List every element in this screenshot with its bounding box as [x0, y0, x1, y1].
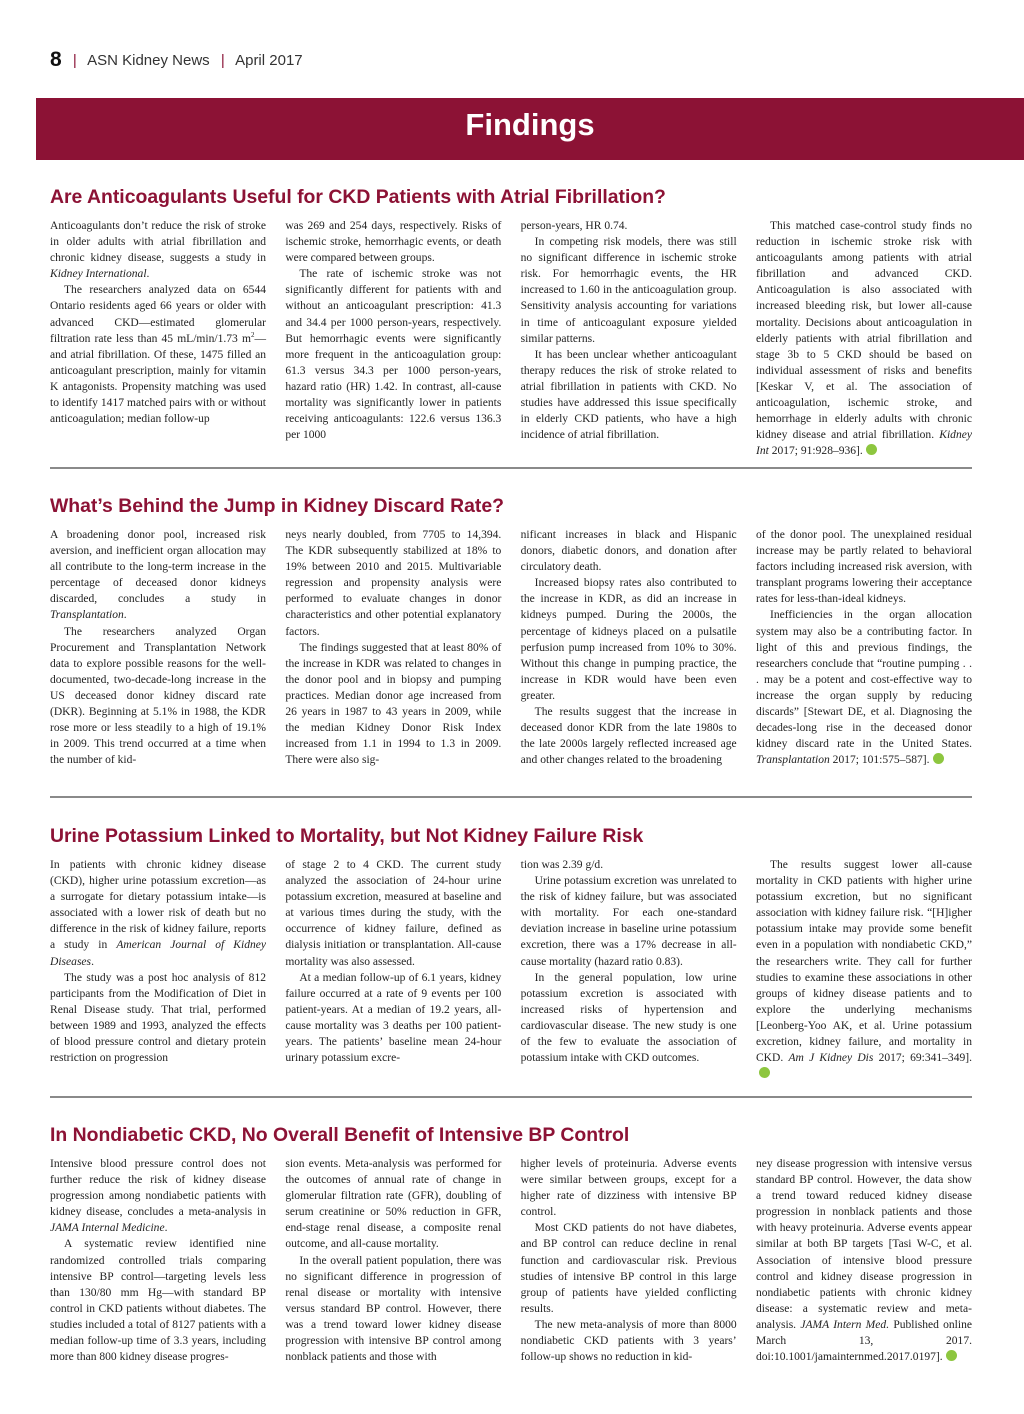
article-column	[521, 857, 737, 1082]
article-paragraph: neys nearly doubled, from 7705 to 14,394. The KDR subsequently stabilized at 18% to 19% between 2010 and 2015. Multivariable regression and propensity analysis were performed to evaluate changes in donor characteristics and other potential explanatory factors.	[285, 529, 502, 638]
article-paragraph: was 269 and 254 days, respectively. Risks of ischemic stroke, hemorrhagic events, or death were compared between groups.	[285, 220, 502, 265]
article-paragraph: The results suggest lower all-cause mortality in CKD patients with higher urine potassium excretion, but no significant association with kidney failure risk. “[H]igher potassium intake may provide some benefit even in a population with nondiabetic CKD,” the researchers write. They call for further studies to examine these associations in other groups of kidney disease patients and to explore the underlying mechanisms [Leonberg-Yoo AK, et al. Urine potassium excretion, kidney failure, and mortality in CKD. Am J Kidney Dis 2017; 69:341–349].	[756, 857, 972, 1082]
article-column	[756, 1156, 972, 1365]
page-number: 8	[50, 48, 62, 71]
article-paragraph: Increased biopsy rates also contributed to the increase in KDR, as did an increase in kidneys pumped. During the 2000s, the percentage of kidneys placed on a pulsatile perfusion pump increased from 10% to 30%. Without this change in pumping practice, the increase in KDR would have been even greater.	[520, 577, 737, 702]
article-paragraph: The new meta-analysis of more than 8000 nondiabetic CKD patients with 3 years’ follow-up shows no reduction in kid-	[520, 1318, 737, 1364]
article-columns	[50, 527, 972, 768]
article-paragraph: The researchers analyzed Organ Procurement and Transplantation Network data to explore possible reasons for the well-documented, two-decade-long increase in the US deceased donor kidney discard rate (DKR). Beginning at 5.1% in 1988, the KDR rose more or less steadily to a high of 19.1% in 2009. This trend occurred at a time when the number of kid-	[50, 625, 266, 767]
article-paragraph: In competing risk models, there was still no significant difference in ischemic stroke risk. For hemorrhagic events, the HR increased to 1.60 in the anticoagulation group. Sensitivity analysis accounting for variations in time of anticoagulant exposure yielded similar patterns.	[520, 236, 737, 345]
section-title: Findings	[465, 107, 595, 142]
article-column	[521, 218, 737, 459]
article-paragraph: person-years, HR 0.74.	[520, 220, 628, 232]
article-paragraph: It has been unclear whether anticoagulant therapy reduces the risk of stroke related to atrial fibrillation in patients with CKD. No studies have addressed this issue specifically in elderly CKD patients, who have a high incidence of atrial fibrillation.	[520, 348, 737, 442]
article-paragraph: A systematic review identified nine randomized controlled trials comparing intensive BP control—targeting levels less than 130/80 mm Hg—with standard BP control in CKD patients without diabetes. The studies included a total of 8127 patients with a median follow-up time of 3.3 years, including more than 800 kidney disease progres-	[50, 1238, 266, 1364]
article-paragraph: The rate of ischemic stroke was not significantly different for patients with and without an anticoagulant prescription: 41.3 and 34.4 per 1000 person-years, respectively. But hemorrhagic events were significantly more frequent in the anticoagulation group: 61.3 versus 34.3 per 1000 person-years, hazard ratio (HR) 1.42. In contrast, all-cause mortality was significantly lower in patients receiving anticoagulants: 122.6 versus 136.3 per 1000	[285, 268, 502, 442]
article-paragraph: nificant increases in black and Hispanic donors, diabetic donors, and donation after circulatory death.	[520, 529, 737, 574]
article-column	[521, 1156, 737, 1365]
article-columns	[50, 857, 972, 1082]
article-column	[50, 527, 266, 768]
green-circle-icon	[759, 1067, 770, 1078]
article-paragraph: of the donor pool. The unexplained residual increase may be partly related to behavioral factors including increased risk aversion, with transplant programs lowering their acceptance rates for less-than-ideal kidneys.	[755, 529, 972, 606]
article-column	[50, 1156, 266, 1365]
publication-name: ASN Kidney News	[87, 52, 210, 69]
article-paragraph: This matched case-control study finds no reduction in ischemic stroke risk with anticoagulants among patients with atrial fibrillation and advanced CKD. Anticoagulation is also associated with increased bleeding risk, but lower all-cause mortality. Decisions about anticoagulation in elderly patients with atrial fibrillation and stage 3b to 5 CKD should be based on individual assessment of risks and benefits [Keskar V, et al. The association of anticoagulation, ischemic stroke, and hemorrhage in elderly adults with chronic kidney disease and atrial fibrillation. Kidney Int 2017; 91:928–936].	[755, 220, 972, 458]
article-column	[756, 527, 972, 768]
green-circle-icon	[933, 753, 944, 764]
article-paragraph: of stage 2 to 4 CKD. The current study analyzed the association of 24-hour urine potassium excretion, measured at baseline and at various times during the study, with the occurrence of kidney failure, defined as dialysis initiation or transplantation. All-cause mortality was also assessed.	[285, 859, 502, 968]
article-paragraph: The results suggest that the increase in deceased donor KDR from the late 1980s to the late 2000s largely reflected increased age and other changes related to the broadening	[520, 706, 737, 767]
article-paragraph: In the general population, low urine potassium excretion is associated with increased risks of hypertension and cardiovascular disease. The new study is one of the few to evaluate the association of potassium intake with CKD outcomes.	[520, 971, 737, 1065]
article-paragraph: At a median follow-up of 6.1 years, kidney failure occurred at a rate of 9 events per 100 patient-years. At a median of 19.2 years, all-cause mortality was 3 deaths per 100 patient-years. The patients’ baseline mean 24-hour urinary potassium excre-	[285, 971, 502, 1065]
article-column	[756, 857, 972, 1082]
article-headline: Are Anticoagulants Useful for CKD Patients with Atrial Fibrillation?	[50, 186, 666, 208]
article-paragraph: Intensive blood pressure control does not further reduce the risk of kidney disease progression among nondiabetic patients with kidney disease, concludes a meta-analysis in JAMA Internal Medicine.	[50, 1158, 266, 1235]
article-paragraph: In patients with chronic kidney disease (CKD), higher urine potassium excretion—as a surrogate for dietary potassium intake—is associated with a lower risk of death but no difference in the risk of kidney failure, reports a study in American Journal of Kidney Diseases.	[50, 859, 266, 968]
article-column	[521, 527, 737, 768]
page-header	[50, 48, 303, 72]
article-column	[50, 218, 266, 459]
header-separator: |	[220, 52, 225, 69]
article-paragraph: A broadening donor pool, increased risk aversion, and inefficient organ allocation may all contribute to the long-term increase in the percentage of deceased donor kidneys discarded, concludes a study in Transplantation.	[50, 529, 266, 622]
article-paragraph: tion was 2.39 g/d.	[520, 859, 604, 871]
article-paragraph: higher levels of proteinuria. Adverse events were similar between groups, except for a higher rate of dizziness with intensive BP control.	[520, 1158, 737, 1219]
section-divider	[50, 467, 972, 469]
article-paragraph: Most CKD patients do not have diabetes, and BP control can reduce decline in renal function and cardiovascular risk. Previous studies of intensive BP control in this large group of patients have yielded conflicting results.	[520, 1222, 737, 1315]
header-separator: |	[72, 52, 77, 69]
article-column	[756, 218, 972, 459]
issue-date: April 2017	[235, 52, 303, 69]
article-columns	[50, 1156, 972, 1365]
article-paragraph: Urine potassium excretion was unrelated to the risk of kidney failure, but was associated with mortality. For each one-standard deviation increase in baseline urine potassium excretion, there was a 17% decrease in all-cause mortality (hazard ratio 0.83).	[520, 875, 737, 968]
article-column	[285, 527, 501, 768]
article-paragraph: In the overall patient population, there was no significant difference in progression of renal disease or mortality with intensive versus standard BP control. However, there was a trend toward lower kidney disease progression with intensive BP control among nonblack patients and those with	[285, 1254, 502, 1364]
article-column	[285, 1156, 501, 1365]
article-paragraph: The findings suggested that at least 80% of the increase in KDR was related to changes in the donor pool and in biopsy and pumping practices. Median donor age increased from 26 years in 1987 to 43 years in 2009, while the median Kidney Donor Risk Index increased from 1.1 in 1994 to 1.3 in 2009. There were also sig-	[285, 641, 502, 767]
article-column	[285, 218, 501, 459]
article-paragraph: ney disease progression with intensive versus standard BP control. However, the data show a trend toward reduced kidney disease progression in nonblack patients and those with heavy proteinuria. Adverse events appear similar at both BP targets [Tasi W-C, et al. Association of intensive blood pressure control and kidney disease progression in nondiabetic patients with chronic kidney disease: a systematic review and meta-analysis. JAMA Intern Med. Published online March 13, 2017. doi:10.1001/jamainternmed.2017.0197].	[755, 1158, 972, 1364]
article-headline: What’s Behind the Jump in Kidney Discard Rate?	[50, 495, 504, 517]
article-column	[285, 857, 501, 1082]
article-kidney-discard	[50, 495, 972, 768]
article-paragraph: Inefficiencies in the organ allocation system may also be a contributing factor. In light of this and previous findings, the researchers conclude that “routine pumping . . . may be a potent and cost-effective way to increase the organ supply by reducing discards” [Stewart DE, et al. Diagnosing the decades-long rise in the deceased donor kidney discard rate in the United States. Transplantation 2017; 101:575–587].	[755, 609, 972, 767]
section-divider	[50, 1096, 972, 1098]
article-headline: In Nondiabetic CKD, No Overall Benefit of Intensive BP Control	[50, 1124, 630, 1146]
article-column	[50, 857, 266, 1082]
article-intensive-bp	[50, 1124, 972, 1365]
article-paragraph: sion events. Meta-analysis was performed for the outcomes of annual rate of change in glomerular filtration rate (GFR), doubling of serum creatinine or 50% reduction in GFR, end-stage renal disease, a composite renal outcome, and all-cause mortality.	[285, 1158, 502, 1251]
article-paragraph: The researchers analyzed data on 6544 Ontario residents aged 66 years or older with advanced CKD—estimated glomerular filtration rate less than 45 mL/min/1.73 $m^2—and$ atrial fibrillation. Of these, 1475 filled an anticoagulant prescription, mainly for vitamin K antagonists. Propensity matching was used to identify 1417 matched pairs with or without anticoagulation; median follow-up	[50, 284, 266, 426]
article-columns	[50, 218, 972, 459]
article-urine-potassium	[50, 825, 972, 1082]
article-paragraph: Anticoagulants don’t reduce the risk of stroke in older adults with atrial fibrillation and chronic kidney disease, suggests a study in Kidney International.	[50, 220, 266, 281]
green-circle-icon	[866, 444, 877, 455]
green-circle-icon	[946, 1350, 957, 1361]
section-divider	[50, 796, 972, 798]
section-banner	[36, 98, 1024, 160]
article-anticoagulants	[50, 186, 972, 459]
article-headline: Urine Potassium Linked to Mortality, but Not Kidney Failure Risk	[50, 825, 644, 847]
article-paragraph: The study was a post hoc analysis of 812 participants from the Modification of Diet in Renal Disease study. That trial, performed between 1989 and 1993, analyzed the effects of blood pressure control and dietary protein restriction on progression	[50, 971, 266, 1065]
